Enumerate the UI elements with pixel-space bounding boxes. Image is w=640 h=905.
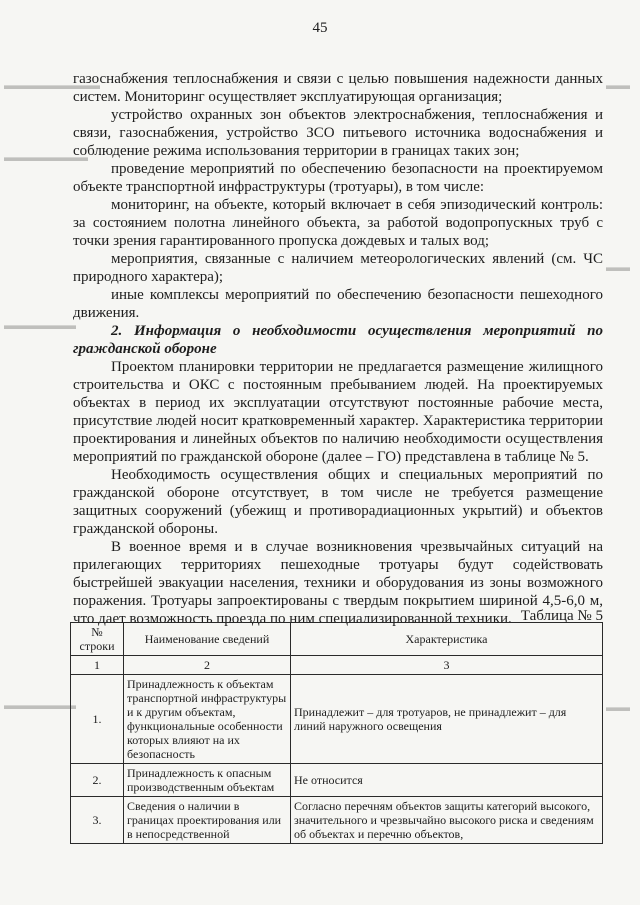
- header-cell-number: № строки: [71, 623, 124, 656]
- page-number: 45: [312, 20, 328, 36]
- paragraph: проведение мероприятий по обеспечению безопасности на проектируемом объекте транспортной инфраструктуры (тротуары), в том числе:: [73, 161, 603, 195]
- header-cell-name: Наименование сведений: [124, 623, 291, 656]
- numbering-cell: 1: [71, 656, 124, 675]
- bleed-through-text: ▬▬: [606, 78, 630, 92]
- table-numbering-row: [71, 656, 603, 675]
- section-heading: 2. Информация о необходимости осуществления мероприятий по гражданской обороне: [73, 323, 603, 357]
- row-number: 1.: [71, 675, 124, 764]
- paragraph: иные комплексы мероприятий по обеспечению безопасности пешеходного движения.: [73, 287, 603, 321]
- row-name: Принадлежность к объектам транспортной инфраструктуры и к другим объектам, функциональные особенности которых влияют на их безопасность: [124, 675, 291, 764]
- paragraph: В военное время и в случае возникновения чрезвычайных ситуаций на прилегающих территориях пешеходные тротуары будут содействовать быстрейшей эвакуации населения, техники и оборудования из зоны возможного поражения. Тротуары запроектированы с твердым покрытием шириной 4,5-6,0 м, что дает возможность проезда по ним специализированной техники.: [73, 539, 603, 627]
- table-header-row: [71, 623, 603, 656]
- row-value: Не относится: [291, 764, 603, 797]
- row-name: Сведения о наличии в границах проектирования или в непосредственной: [124, 797, 291, 844]
- paragraph: мониторинг, на объекте, который включает в себя эпизодический контроль: за состоянием полотна линейного объекта, за работой водопропускных труб с точки зрения гарантированного пропуска дождевых и талых вод;: [73, 197, 603, 249]
- bleed-through-text: ▬▬: [606, 700, 630, 714]
- row-name: Принадлежность к опасным производственным объектам: [124, 764, 291, 797]
- bleed-through-text: ▬▬▬▬▬▬▬▬: [4, 78, 100, 92]
- numbering-cell: 2: [124, 656, 291, 675]
- paragraph: газоснабжения теплоснабжения и связи с целью повышения надежности данных систем. Мониторинг осуществляет эксплуатирующая организация;: [73, 71, 603, 105]
- paragraph: мероприятия, связанные с наличием метеорологических явлений (см. ЧС природного характера);: [73, 251, 603, 285]
- paragraph: Необходимость осуществления общих и специальных мероприятий по гражданской обороне отсутствует, в том числе не требуется размещение защитных сооружений (убежищ и противорадиационных укрытий) и объектов гражданской обороны.: [73, 467, 603, 537]
- table-row: [71, 764, 603, 797]
- paragraph: устройство охранных зон объектов электроснабжения, теплоснабжения и связи, газоснабжения, устройство ЗСО питьевого источника водоснабжения и соблюдение режима использования территории в границах таких зон;: [73, 107, 603, 159]
- row-value: Принадлежит – для тротуаров, не принадлежит – для линий наружного освещения: [291, 675, 603, 764]
- row-number: 3.: [71, 797, 124, 844]
- row-number: 2.: [71, 764, 124, 797]
- info-table: [70, 622, 603, 844]
- paragraph: Проектом планировки территории не предлагается размещение жилищного строительства и ОКС с постоянным пребыванием людей. На проектируемых объектах в период их эксплуатации отсутствуют постоянные рабочие места, присутствие людей носит кратковременный характер. Характеристика территории проектирования и линейных объектов по наличию необходимости осуществления мероприятий по гражданской обороне (далее – ГО) представлена в таблице № 5.: [73, 359, 603, 465]
- body-text: [73, 70, 603, 628]
- row-value: Согласно перечням объектов защиты категорий высокого, значительного и чрезвычайно высокого риска и сведениям об объектах и перечню объектов,: [291, 797, 603, 844]
- header-cell-characteristic: Характеристика: [291, 623, 603, 656]
- table-row: [71, 797, 603, 844]
- table-caption: Таблица № 5: [520, 608, 603, 624]
- bleed-through-text: ▬▬: [606, 260, 630, 274]
- bleed-through-text: ▬▬▬▬▬▬: [4, 698, 76, 712]
- bleed-through-text: ▬▬▬▬▬▬▬: [4, 150, 88, 164]
- numbering-cell: 3: [291, 656, 603, 675]
- bleed-through-text: ▬▬▬▬▬▬: [4, 318, 76, 332]
- table-row: [71, 675, 603, 764]
